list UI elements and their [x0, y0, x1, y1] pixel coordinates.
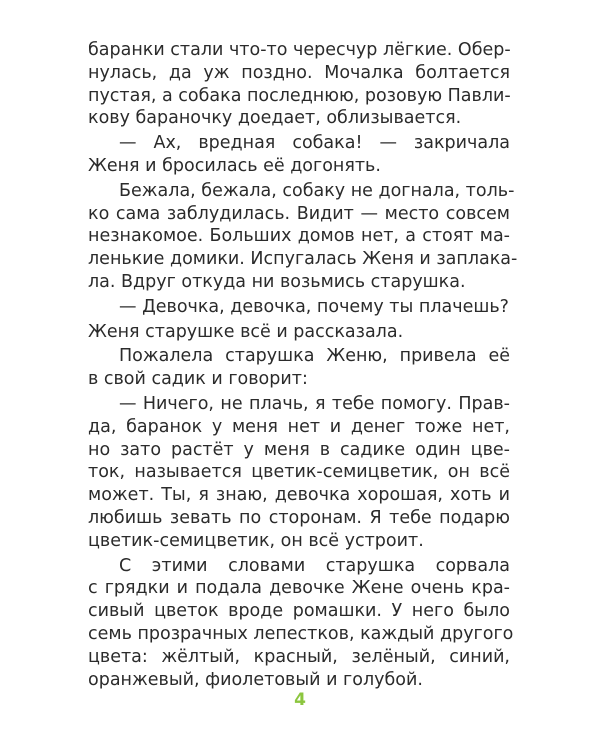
text-line: — Девочка, девочка, почему ты плачешь? — [119, 296, 509, 317]
text-line: в свой садик и говорит: — [88, 369, 308, 390]
text-line: пустая, а собака последнюю, розовую Павли- — [88, 85, 511, 106]
paragraph-8 — [88, 555, 514, 692]
text-line: но зато растёт у меня в садике один цве- — [88, 439, 510, 460]
paragraph-5 — [88, 321, 510, 344]
text-line: с грядки и подала девочке Жене очень кра- — [88, 578, 510, 599]
text-line: да, баранок у меня нет и денег тоже нет, — [88, 416, 510, 437]
text-line: может. Ты, я знаю, девочка хорошая, хоть и — [88, 485, 510, 506]
text-line: Женя старушке всё и рассказала. — [88, 321, 404, 342]
text-line: цвета: жёлтый, красный, зелёный, синий, — [88, 646, 510, 667]
text-line: Женя и бросилась её догонять. — [88, 155, 381, 176]
text-line: Бежала, бежала, собаку не догнала, толь- — [119, 180, 515, 201]
text-line: незнакомое. Больших домов нет, а стоят ма- — [88, 226, 510, 247]
paragraph-4 — [88, 296, 510, 319]
text-line: ленькие домики. Испугалась Женя и заплака- — [88, 249, 518, 270]
text-line: нулась, да уж поздно. Мочалка болтается — [88, 62, 510, 83]
paragraph-3 — [88, 180, 518, 294]
page-number: 4 — [294, 690, 306, 710]
paragraph-7 — [88, 393, 510, 553]
text-line: цветик-семицветик, он всё устроит. — [88, 530, 424, 551]
text-line: баранки стали что-то чересчур лёгкие. Обер- — [88, 40, 511, 60]
text-line: — Ах, вредная собака! — закричала — [119, 133, 510, 154]
text-line: семь прозрачных лепестков, каждый другого — [88, 623, 514, 644]
text-line: ток, называется цветик-семицветик, он всё — [88, 462, 510, 483]
text-line: ко сама заблудилась. Видит — место совсем — [88, 203, 510, 224]
text-line: оранжевый, фиолетовый и голубой. — [88, 669, 423, 690]
book-page-text — [88, 39, 518, 691]
text-line: ла. Вдруг откуда ни возьмись старушка. — [88, 271, 466, 292]
paragraph-6 — [88, 345, 510, 391]
text-line: Пожалела старушка Женю, привела её — [119, 346, 510, 367]
paragraph-2 — [88, 132, 510, 178]
text-line: любишь зевать по сторонам. Я тебе подарю — [88, 507, 510, 528]
text-line: сивый цветок вроде ромашки. У него было — [88, 601, 510, 622]
text-line: кову бараночку доедает, облизывается. — [88, 108, 462, 129]
paragraph-1 — [88, 39, 510, 130]
text-line: С этими словами старушка сорвала — [119, 555, 510, 576]
text-line: — Ничего, не плачь, я тебе помогу. Прав- — [119, 393, 510, 414]
